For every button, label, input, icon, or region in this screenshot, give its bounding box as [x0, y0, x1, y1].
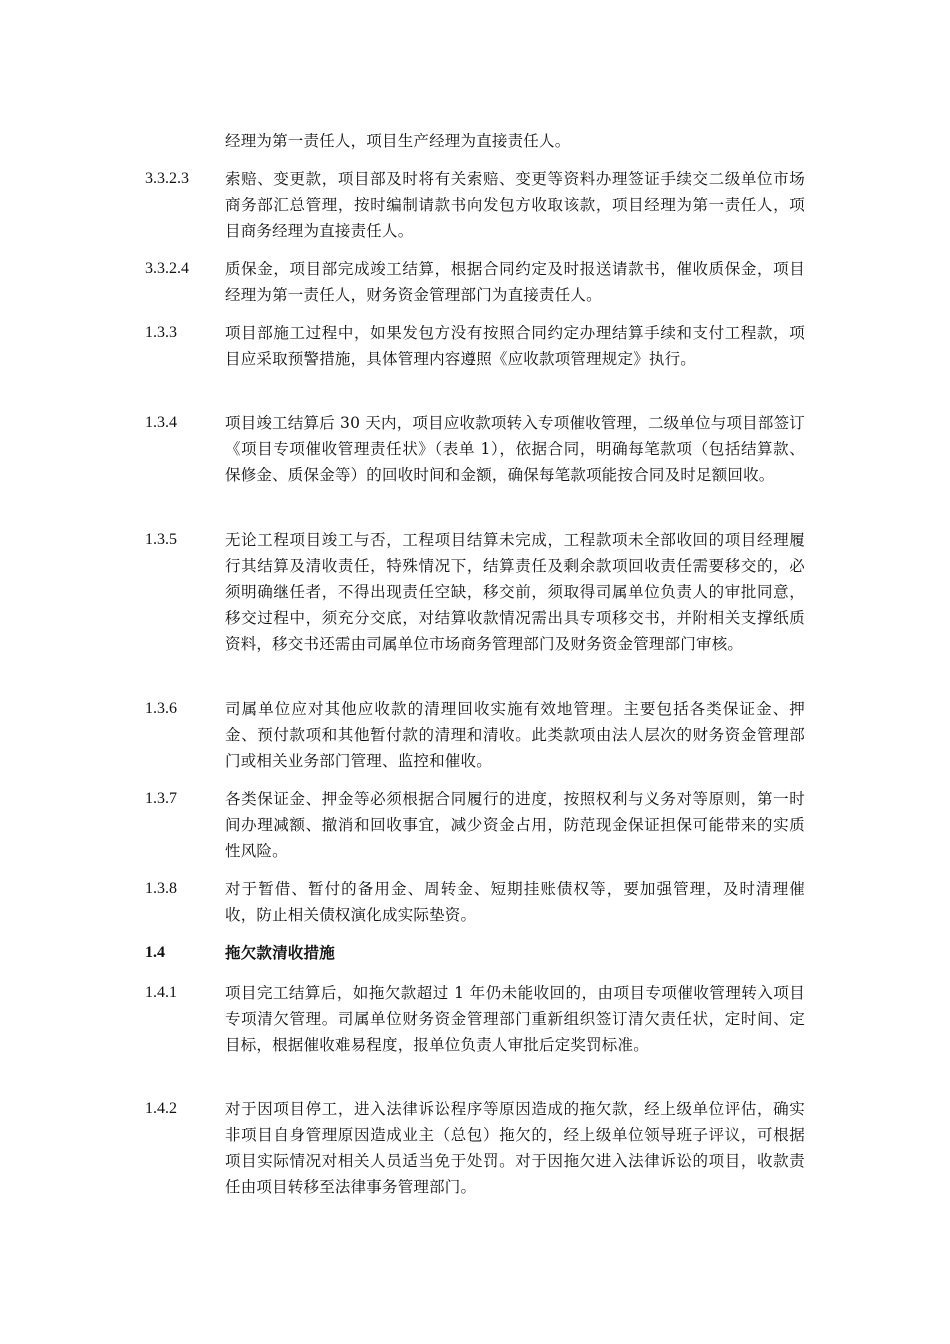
paragraph-text: 项目部施工过程中，如果发包方没有按照合同约定办理结算手续和支付工程款，项目应采取预警措施，具体管理内容遵照《应收款项管理规定》执行。 [225, 324, 805, 368]
paragraph-text: 质保金，项目部完成竣工结算，根据合同约定及时报送请款书，催收质保金，项目经理为第一责任人，财务资金管理部门为直接责任人。 [225, 260, 805, 304]
paragraph-number: 1.4.1 [145, 984, 177, 1001]
paragraph-number: 1.3.3 [145, 324, 177, 341]
paragraph-text: 索赔、变更款，项目部及时将有关索赔、变更等资料办理签证手续交二级单位市场商务部汇总管理，按时编制请款书向发包方收取该款，项目经理为第一责任人，项目商务经理为直接责任人。 [225, 170, 805, 240]
paragraph-number: 3.3.2.4 [145, 260, 189, 277]
section-title: 拖欠款清收措施 [225, 943, 335, 962]
paragraph-number: 1.3.4 [145, 414, 177, 431]
paragraph-text: 经理为第一责任人，项目生产经理为直接责任人。 [225, 132, 571, 150]
paragraph-text: 无论工程项目竣工与否，工程项目结算未完成，工程款项未全部收回的项目经理履行其结算及清收责任，特殊情况下，结算责任及剩余款项回收责任需要移交的，必须明确继任者，不得出现责任空缺，移交前，须取得司属单位负责人的审批同意，移交过程中，须充分交底，对结算收款情况需出具专项移交书，并附相关支撑纸质资料，移交书还需由司属单位市场商务管理部门及财务资金管理部门审核。 [225, 531, 805, 653]
section-number: 1.4 [145, 944, 165, 961]
paragraph-text: 司属单位应对其他应收款的清理回收实施有效地管理。主要包括各类保证金、押金、预付款项和其他暂付款的清理和清收。此类款项由法人层次的财务资金管理部门或相关业务部门管理、监控和催收。 [225, 700, 805, 770]
paragraph-number: 1.3.6 [145, 700, 177, 717]
paragraph-number: 1.4.2 [145, 1100, 177, 1117]
paragraph-number: 3.3.2.3 [145, 170, 189, 187]
paragraph-number: 1.3.7 [145, 790, 177, 807]
paragraph-text: 对于因项目停工，进入法律诉讼程序等原因造成的拖欠款，经上级单位评估，确实非项目自身管理原因造成业主（总包）拖欠的，经上级单位领导班子评议，可根据项目实际情况对相关人员适当免于处罚。对于因拖欠进入法律诉讼的项目，收款责任由项目转移至法律事务管理部门。 [225, 1100, 805, 1196]
paragraph-text: 项目完工结算后，如拖欠款超过 1 年仍未能收回的，由项目专项催收管理转入项目专项清欠管理。司属单位财务资金管理部门重新组织签订清欠责任状，定时间、定目标，根据催收难易程度，报单位负责人审批后定奖罚标准。 [225, 984, 805, 1054]
paragraph-number: 1.3.5 [145, 531, 177, 548]
paragraph-text: 各类保证金、押金等必须根据合同履行的进度，按照权利与义务对等原则，第一时间办理减额、撤消和回收事宜，减少资金占用，防范现金保证担保可能带来的实质性风险。 [225, 790, 805, 860]
paragraph-text: 项目竣工结算后 30 天内，项目应收款项转入专项催收管理，二级单位与项目部签订《项目专项催收管理责任状》（表单 1），依据合同，明确每笔款项（包括结算款、保修金、质保金等）的回收时间和金额，确保每笔款项能按合同及时足额回收。 [225, 414, 805, 484]
paragraph-number: 1.3.8 [145, 880, 177, 897]
paragraph-text: 对于暂借、暂付的备用金、周转金、短期挂账债权等，要加强管理，及时清理催收，防止相关债权演化成实际垫资。 [225, 880, 805, 924]
